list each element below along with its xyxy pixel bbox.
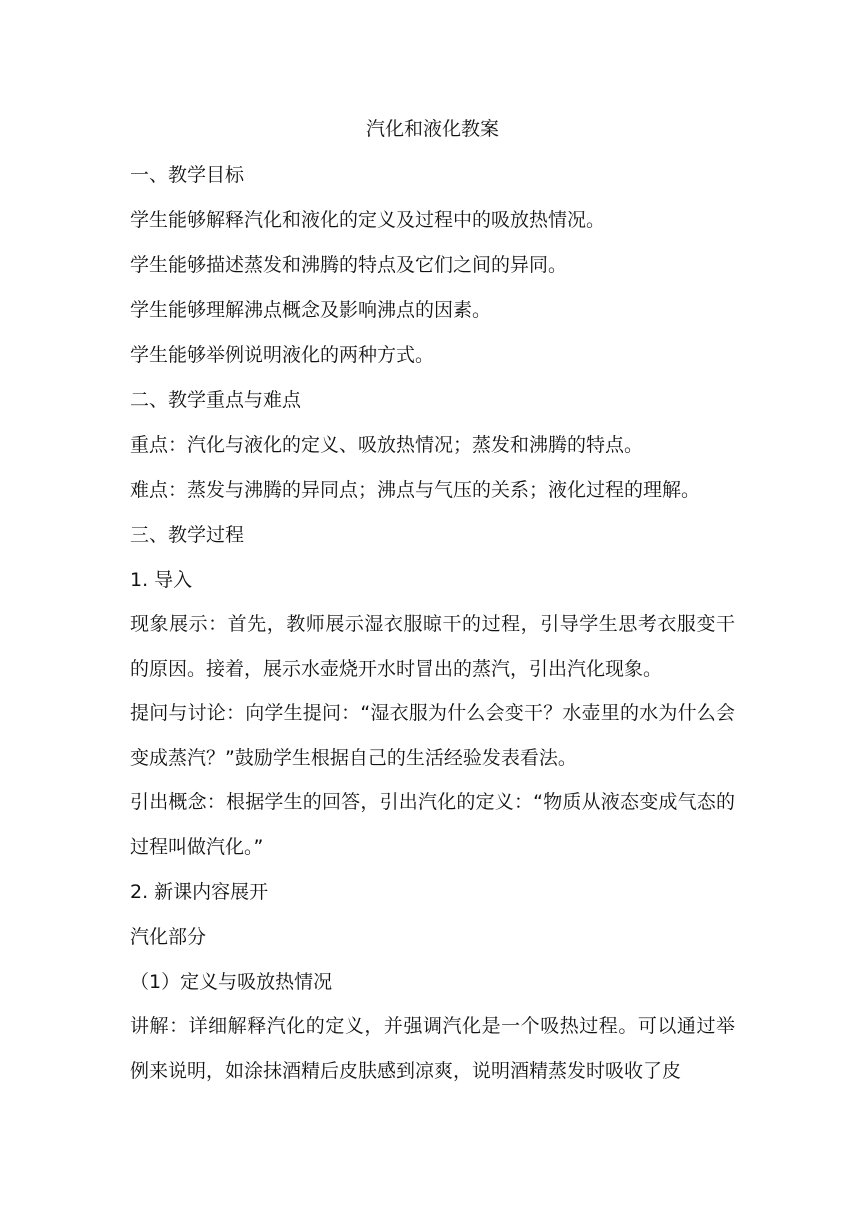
paragraph-concept: 引出概念：根据学生的回答，引出汽化的定义：“物质从液态变成气态的过程叫做汽化。” <box>130 791 735 858</box>
subheading-new-content: 2. 新课内容展开 <box>130 881 269 903</box>
subheading-vaporization: 汽化部分 <box>130 926 207 948</box>
objective-2: 学生能够描述蒸发和沸腾的特点及它们之间的异同。 <box>130 254 568 276</box>
paragraph-phenomenon: 现象展示：首先，教师展示湿衣服晾干的过程，引导学生思考衣服变干的原因。接着，展示水壶烧开水时冒出的蒸汽，引出汽化现象。 <box>130 613 735 680</box>
objective-4: 学生能够举例说明液化的两种方式。 <box>130 344 435 366</box>
document-title: 汽化和液化教案 <box>365 118 499 140</box>
paragraph-explanation: 讲解：详细解释汽化的定义，并强调汽化是一个吸热过程。可以通过举例来说明，如涂抹酒精后皮肤感到凉爽，说明酒精蒸发时吸收了皮 <box>130 1015 735 1082</box>
difficult-point: 难点：蒸发与沸腾的异同点；沸点与气压的关系；液化过程的理解。 <box>130 479 701 501</box>
document-blocks <box>130 156 735 1094</box>
objective-3: 学生能够理解沸点概念及影响沸点的因素。 <box>130 299 492 321</box>
key-point: 重点：汽化与液化的定义、吸放热情况；蒸发和沸腾的特点。 <box>130 434 644 456</box>
subheading-definition: （1）定义与吸放热情况 <box>130 971 333 993</box>
paragraph-questions: 提问与讨论：向学生提问：“湿衣服为什么会变干？水壶里的水为什么会变成蒸汽？”鼓励学生根据自己的生活经验发表看法。 <box>130 702 735 769</box>
subheading-introduction: 1. 导入 <box>130 569 193 591</box>
section-heading-objectives: 一、教学目标 <box>130 164 245 186</box>
section-heading-process: 三、教学过程 <box>130 524 245 546</box>
section-heading-key-points: 二、教学重点与难点 <box>130 389 302 411</box>
document-body <box>130 110 735 1097</box>
objective-1: 学生能够解释汽化和液化的定义及过程中的吸放热情况。 <box>130 209 606 231</box>
